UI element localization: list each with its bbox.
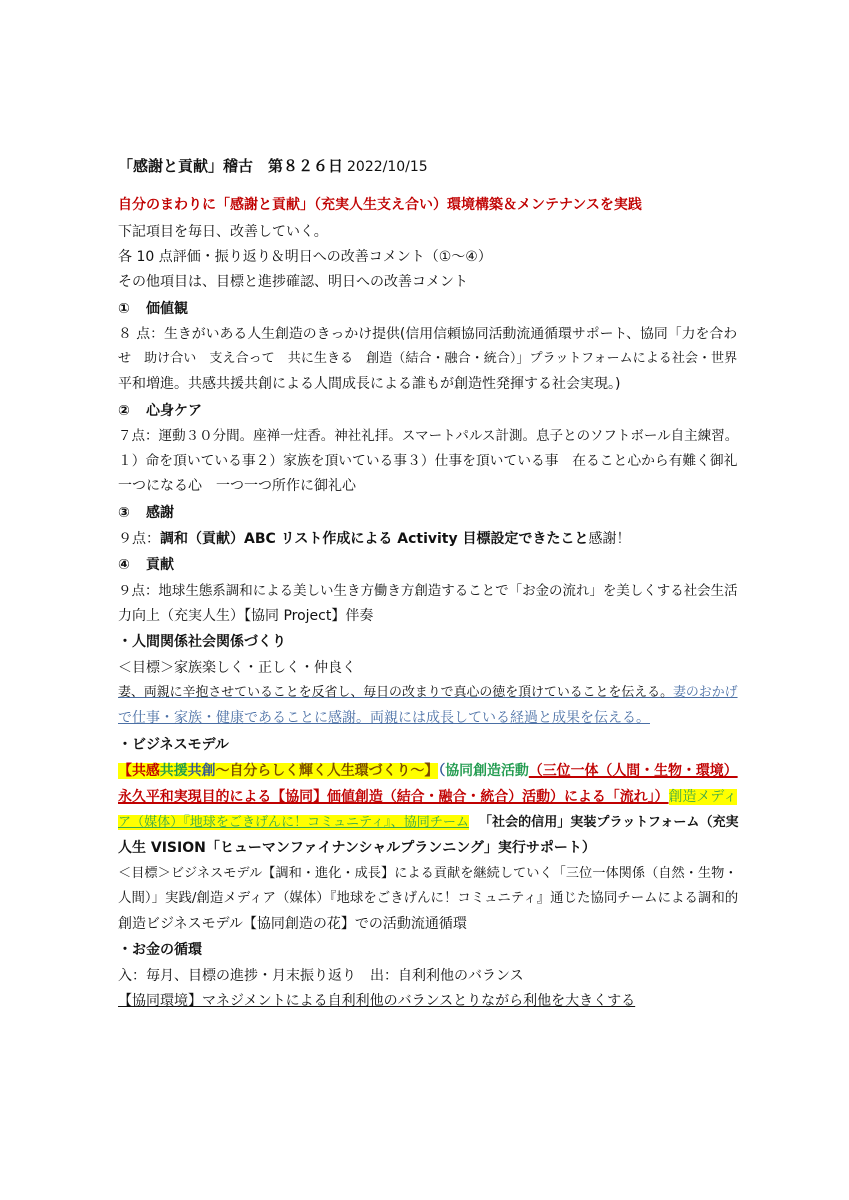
business-heading: ・ビジネスモデル bbox=[118, 737, 229, 753]
values-text-line: せ 助け合い 支え合って 共に生きる 創造（結合・融合・統合）」プラットフォームによる社会・世界 bbox=[118, 351, 738, 366]
business-line bbox=[118, 785, 737, 809]
section-heading-mind-body bbox=[118, 399, 202, 423]
creative-media-phrase: ア（媒体）『地球をごきげんに！コミュニティ』、協同チーム bbox=[118, 815, 469, 830]
intro-line: その他項目は、目標と進捗確認、明日への改善コメント bbox=[118, 274, 468, 290]
highlight-bracket: 【 bbox=[118, 763, 132, 779]
gratitude-statement: 調和（貢献）ABC リスト作成による Activity 目標設定できたこと bbox=[160, 531, 589, 547]
section-number: ③ bbox=[118, 505, 130, 521]
intro-line: 各 10 点評価・振り返り＆明日への改善コメント（①～④） bbox=[118, 249, 492, 265]
values-text-line: 平和増進。共感共援共創による人間成長による誰もが創造性発揮する社会実現。) bbox=[118, 376, 621, 392]
relations-thanks-start: 妻のおかげ bbox=[672, 685, 738, 700]
paren-open: （ bbox=[438, 763, 446, 779]
business-line: 人生 VISION「ヒューマンファイナンシャルプランニング」実行サポート） bbox=[118, 840, 596, 856]
title-text: 「感謝と貢献」稽古 第８２６日 bbox=[118, 157, 344, 175]
relations-text-line bbox=[118, 681, 738, 705]
section-number: ④ bbox=[118, 557, 130, 573]
business-line bbox=[118, 811, 739, 835]
gratitude-exclaim: 感謝！ bbox=[588, 531, 631, 547]
highlight-word: 共感 bbox=[131, 763, 160, 779]
section-title: 貢献 bbox=[146, 557, 174, 573]
page-title bbox=[118, 154, 428, 178]
business-line bbox=[118, 759, 738, 783]
section-heading-gratitude bbox=[118, 501, 174, 525]
mind-body-text-line: １）命を頂いている事２）家族を頂いている事３）仕事を頂いている事 在ること心から有難く御礼 bbox=[118, 453, 738, 469]
business-goal-line: ＜目標＞ビジネスモデル【調和・進化・成長】による貢献を継続していく「三位一体関係（自然・生物・ bbox=[118, 866, 738, 881]
money-heading: ・お金の循環 bbox=[118, 942, 202, 958]
values-text-line: ８ 点：生きがいある人生創造のきっかけ提供(信用信頼協同活動流通循環サポート、協同「力を合わ bbox=[118, 326, 738, 342]
section-title: 感謝 bbox=[146, 505, 174, 521]
highlight-word: 共援 bbox=[159, 763, 188, 779]
relations-heading: ・人間関係社会関係づくり bbox=[118, 634, 286, 650]
peace-purpose-phrase: 永久平和実現目的による【協同】価値創造（結合・融合・統合）活動）による「流れ」） bbox=[118, 789, 669, 805]
relations-text-line: で仕事・家族・健康であることに感謝。両親には成長している経過と成果を伝える。 bbox=[118, 710, 650, 726]
trinity-phrase: （三位一体（人間・生物・環境） bbox=[528, 763, 738, 779]
section-heading-values bbox=[118, 297, 188, 321]
relations-goal: ＜目標＞家族楽しく・正しく・仲良く bbox=[118, 660, 356, 676]
section-title: 価値観 bbox=[146, 301, 188, 317]
subtitle: 自分のまわりに「感謝と貢献」（充実人生支え合い）環境構築＆メンテナンスを実践 bbox=[118, 197, 642, 213]
highlight-phrase: ～自分らしく輝く人生環づくり～】 bbox=[215, 763, 439, 779]
title-date: 2022/10/15 bbox=[347, 159, 428, 175]
contribution-text-line: ９点：地球生態系調和による美しい生き方働き方創造することで「お金の流れ」を美しくする社会生活 bbox=[118, 583, 738, 599]
section-number: ① bbox=[118, 301, 130, 317]
section-title: 心身ケア bbox=[146, 403, 202, 419]
money-text-line: 【協同環境】マネジメントによる自利利他のバランスとりながら利他を大きくする bbox=[118, 993, 636, 1009]
co-creation-activity: 協同創造活動 bbox=[445, 763, 529, 779]
contribution-text-line: 力向上（充実人生）【協同 Project】伴奏 bbox=[118, 608, 374, 624]
intro-line: 下記項目を毎日、改善していく。 bbox=[118, 224, 328, 240]
highlight-word: 共創 bbox=[187, 763, 216, 779]
business-goal-line: 人間）」実践/創造メディア（媒体）『地球をごきげんに！コミュニティ』通じた協同チームによる調和的 bbox=[118, 891, 739, 906]
business-goal-line: 創造ビジネスモデル【協同創造の花】での活動流通循環 bbox=[118, 916, 467, 932]
score-label: ９点： bbox=[118, 531, 160, 547]
section-heading-contribution bbox=[118, 553, 174, 577]
social-credit-phrase: 「社会的信用」実装プラットフォーム（充実 bbox=[478, 815, 739, 830]
gratitude-text-line bbox=[118, 527, 631, 551]
creative-media-phrase: 創造メディ bbox=[668, 789, 738, 805]
relations-reflection: 妻、両親に辛抱させていることを反省し、毎日の改まりで真心の徳を頂けていることを伝える。 bbox=[118, 685, 673, 700]
mind-body-text-line: ７点：運動３０分間。座禅一炷香。神社礼拝。スマートパルス計測。息子とのソフトボール自主練習。 bbox=[118, 428, 739, 444]
money-text-line: 入：毎月、目標の進捗・月末振り返り 出：自利利他のバランス bbox=[118, 968, 524, 984]
section-number: ② bbox=[118, 403, 130, 419]
mind-body-text-line: 一つになる心 一つ一つ所作に御礼心 bbox=[118, 478, 356, 494]
